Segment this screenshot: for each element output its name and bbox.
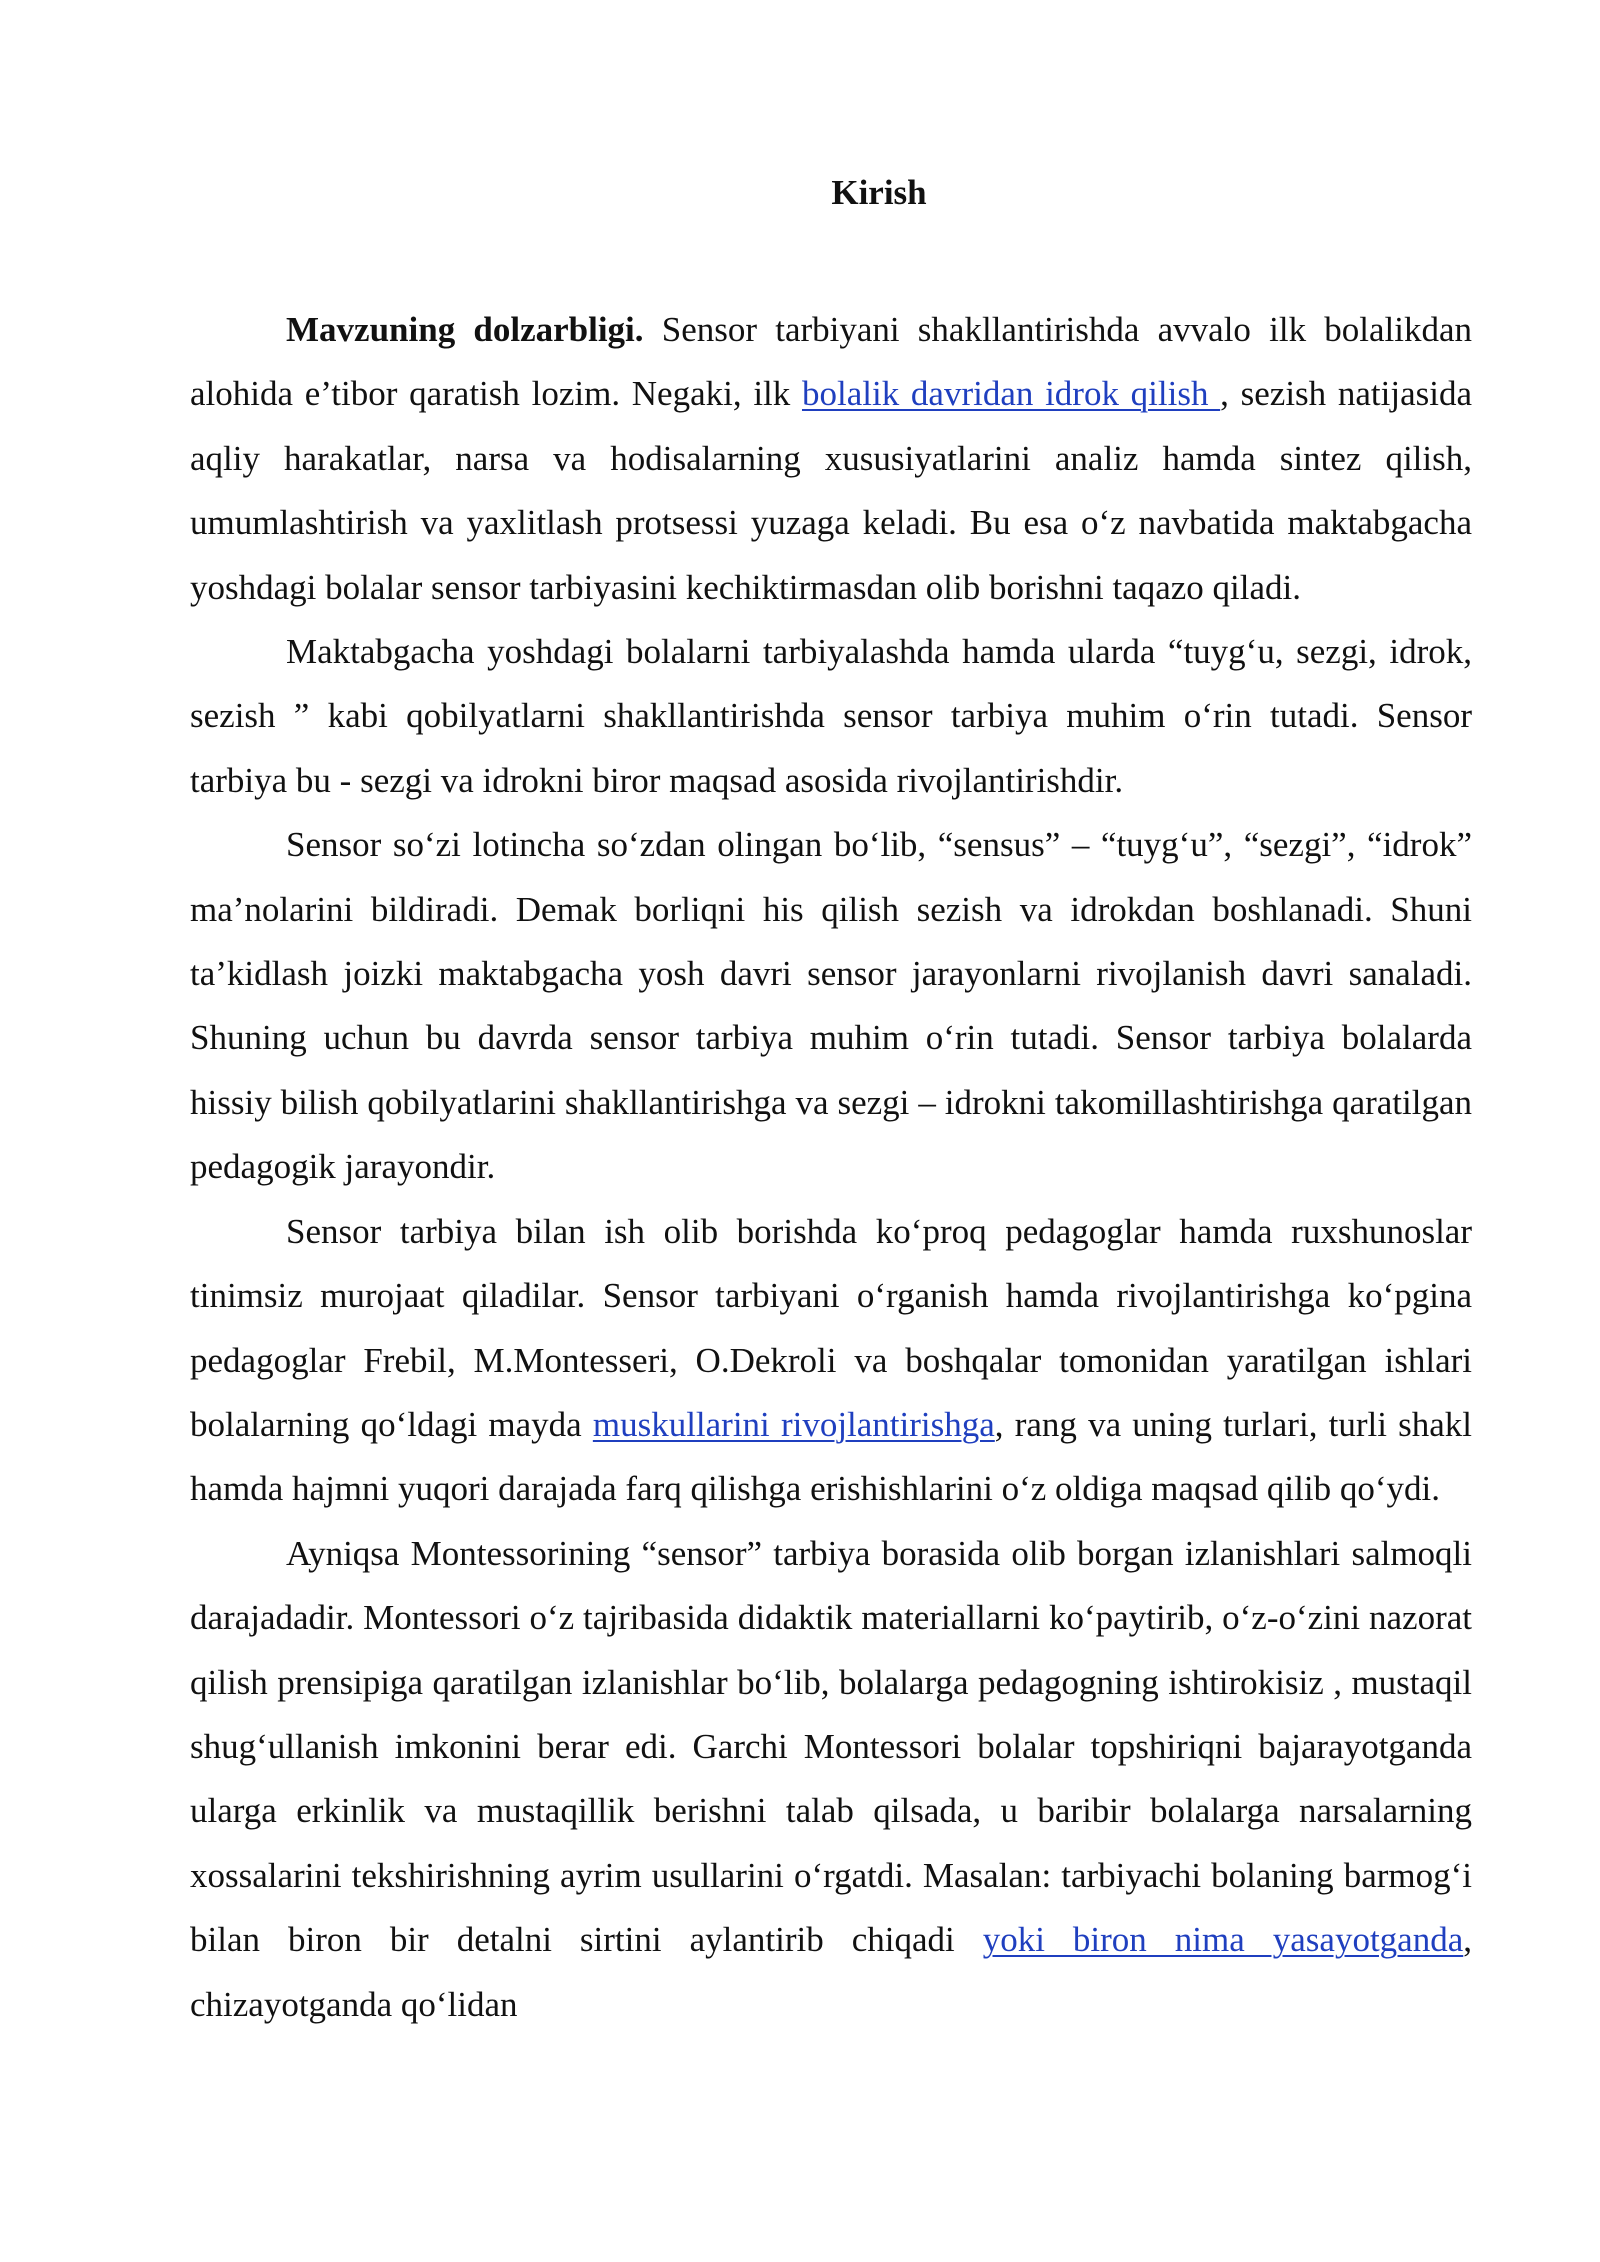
link-yoki-biron-nima[interactable]: yoki biron nima yasayotganda bbox=[982, 1920, 1464, 1960]
page-title: Kirish bbox=[831, 173, 927, 212]
paragraph-pedagogues bbox=[190, 1200, 1472, 1522]
paragraph-text: , sezish natijasida aqliy harakatlar, narsa va hodisalarning xususiyatlarini analiz hamda sintez qilish, umumlashtirish va yaxlitlash protsessi yuzaga keladi. Bu esa o‘z navbatida maktabgacha yoshdagi bolalar sensor tarbiyasini kechiktirmasdan olib borishni taqazo qiladi. bbox=[190, 374, 1473, 607]
paragraph-text: Sensor tarbiyani shakllantirishda avvalo ilk bolalikdan alohida e’tibor qaratish lozim. Negaki, ilk bbox=[190, 310, 1473, 414]
paragraph-text: , chizayotganda qo‘lidan bbox=[190, 1920, 1473, 2024]
link-bolalik-davridan[interactable]: bolalik davridan idrok qilish bbox=[801, 374, 1221, 414]
paragraph-text: , rang va uning turlari, turli shakl hamda hajmni yuqori darajada farq qilishga erishishlarini o‘z oldiga maqsad qilib qo‘ydi. bbox=[190, 1404, 1472, 1509]
paragraph-relevance bbox=[190, 298, 1472, 620]
link-muskullarini-rivojlantirishga[interactable]: muskullarini rivojlantirishga bbox=[592, 1404, 995, 1444]
section-lead-heading: Mavzuning dolzarbligi. bbox=[286, 310, 644, 349]
paragraph-text: Sensor so‘zi lotincha so‘zdan olingan bo‘lib, “sensus” – “tuyg‘u”, “sezgi”, “idrok” ma’nolarini bildiradi. Demak borliqni his qilish sezish va idrokdan boshlanadi. Shuni ta’kidlash joizki maktabgacha yosh davri sensor jarayonlarni rivojlanish davri sanaladi. Shuning uchun bu davrda sensor tarbiya muhim o‘rin tutadi. Sensor tarbiya bolalarda hissiy bilish qobilyatlarini shakllantirishga va sezgi – idrokni takomillashtirishga qaratilgan pedagogik jarayondir. bbox=[190, 825, 1472, 1187]
paragraph-text: Maktabgacha yoshdagi bolalarni tarbiyalashda hamda ularda “tuyg‘u, sezgi, idrok, sezish ” kabi qobilyatlarni shakllantirishda sensor tarbiya muhim o‘rin tutadi. Sensor tarbiya bu - sezgi va idrokni biror maqsad asosida rivojlantirishdir. bbox=[190, 632, 1472, 800]
paragraph-sensor-education bbox=[190, 620, 1472, 813]
document-body bbox=[190, 168, 1472, 2037]
paragraph-montessori bbox=[190, 1522, 1472, 2037]
paragraph-text: Sensor tarbiya bilan ish olib borishda ko‘proq pedagoglar hamda ruxshunoslar tinimsiz murojaat qiladilar. Sensor tarbiyani o‘rganish hamda rivojlantirishga ko‘pgina pedagoglar Frebil, M.Montesseri, O.Dekroli va boshqalar tomonidan yaratilgan ishlari bolalarning qo‘ldagi mayda bbox=[190, 1211, 1472, 1444]
paragraph-sensor-definition bbox=[190, 813, 1472, 1199]
paragraph-text: Ayniqsa Montessorining “sensor” tarbiya borasida olib borgan izlanishlari salmoqli darajadadir. Montessori o‘z tajribasida didaktik materiallarni ko‘paytirib, o‘z-o‘zini nazorat qilish prensipiga qaratilgan izlanishlar bo‘lib, bolalarga pedagogning ishtirokisiz , mustaqil shug‘ullanish imkonini berar edi. Garchi Montessori bolalar topshiriqni bajarayotganda ularga erkinlik va mustaqillik berishni talab qilsada, u baribir bolalarga narsalarning xossalarini tekshirishning ayrim usullarini o‘rgatdi. Masalan: tarbiyachi bolaning barmog‘i bilan biron bir detalni sirtini aylantirib chiqadi bbox=[190, 1533, 1472, 1960]
